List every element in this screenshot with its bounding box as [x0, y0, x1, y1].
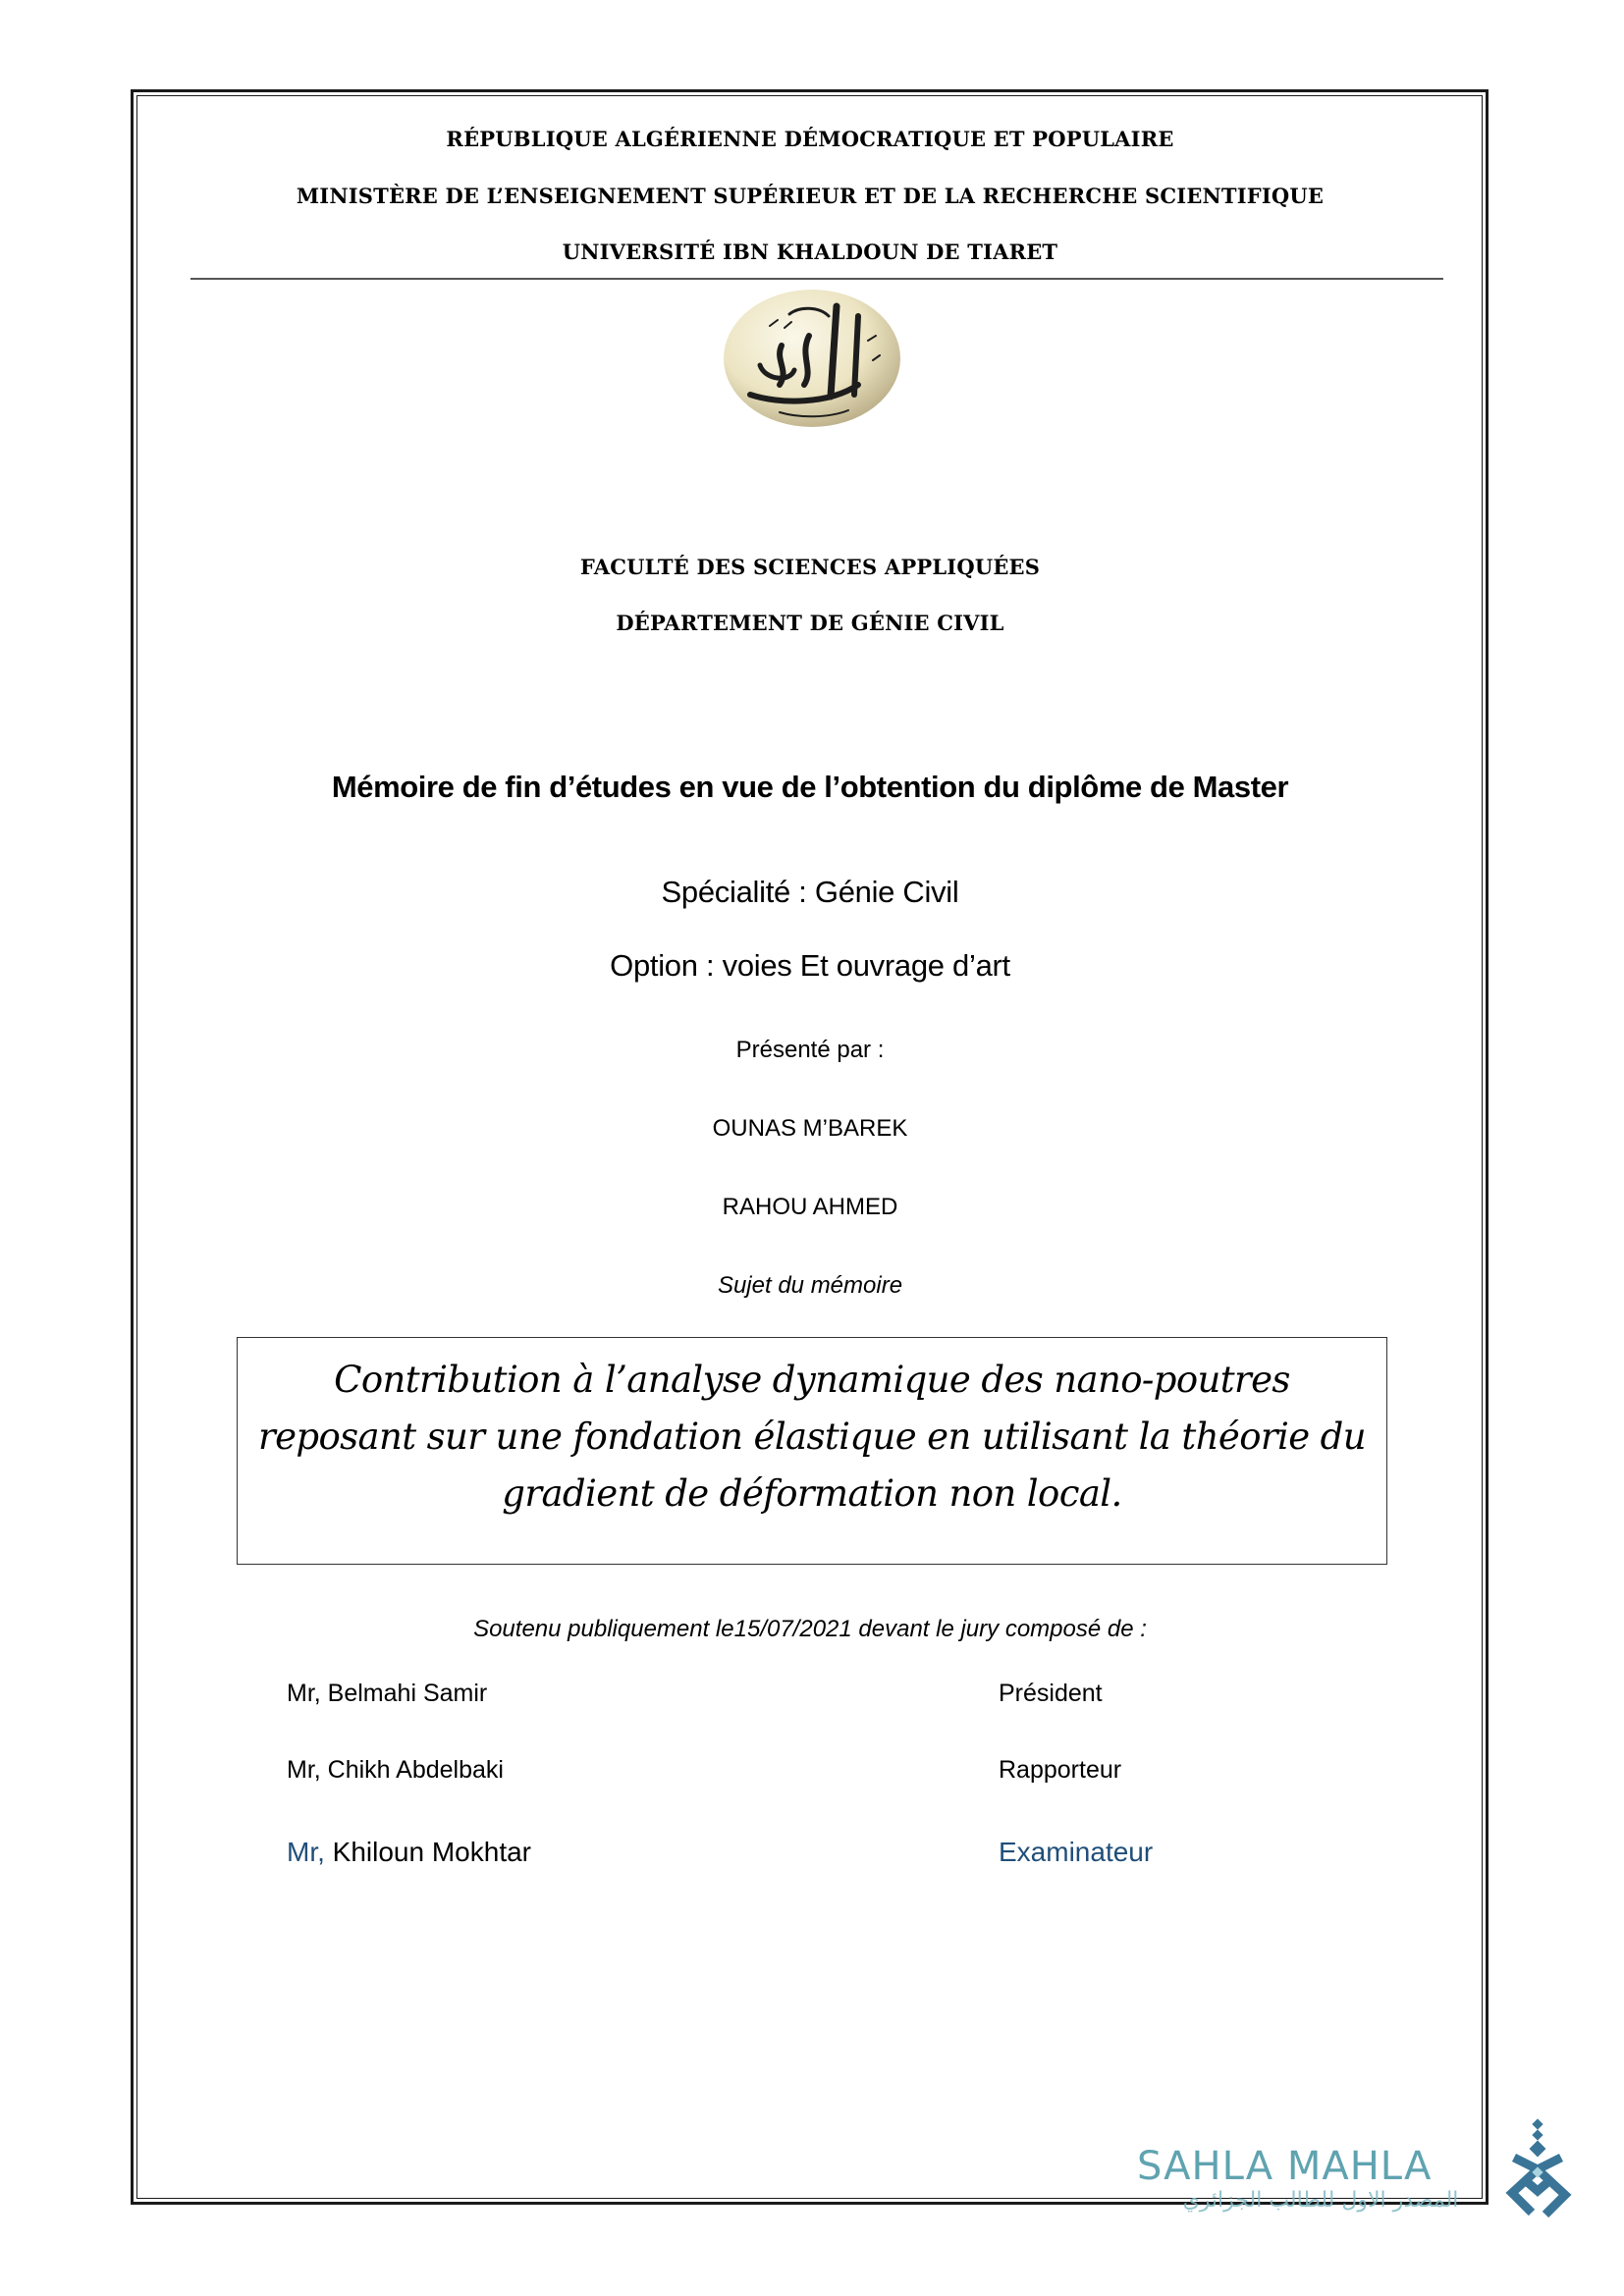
department-heading: DÉPARTEMENT DE GÉNIE CIVIL — [616, 611, 1004, 635]
ministry-heading: MINISTÈRE DE L’ENSEIGNEMENT SUPÉRIEUR ET DE LA RECHERCHE SCIENTIFIQUE — [296, 184, 1325, 208]
author-name: RAHOU AHMED — [722, 1194, 898, 1220]
author-name: OUNAS M’BAREK — [712, 1115, 908, 1142]
subject-box — [237, 1337, 1387, 1565]
jury-name: Khiloun Mokhtar — [332, 1837, 532, 1867]
jury-row — [287, 1676, 1367, 1715]
jury-member-name — [287, 1752, 504, 1788]
jury-role: Président — [999, 1680, 1103, 1707]
option-line: Option : voies Et ouvrage d’art — [610, 948, 1010, 983]
jury-prefix: Mr, — [287, 1680, 321, 1707]
jury-prefix: Mr, — [287, 1756, 321, 1784]
subject-label: Sujet du mémoire — [717, 1272, 903, 1299]
faculty-heading: FACULTÉ DES SCIENCES APPLIQUÉES — [579, 555, 1041, 579]
jury-row — [287, 1835, 1367, 1874]
republic-heading: RÉPUBLIQUE ALGÉRIENNE DÉMOCRATIQUE ET POPULAIRE — [446, 127, 1174, 151]
watermark-brand: SAHLA MAHLA — [1137, 2144, 1433, 2189]
thesis-subject: Contribution à l’analyse dynamique des nano-poutres reposant sur une fondation élastique en utilisant la théorie du gradient de déformation non local. — [257, 1359, 1366, 1515]
speciality-line: Spécialité : Génie Civil — [661, 875, 959, 909]
university-seal-icon — [721, 287, 903, 430]
jury-role: Examinateur — [999, 1837, 1154, 1867]
sahla-mahla-logo-icon — [1502, 2118, 1577, 2218]
thesis-title: Mémoire de fin d’études en vue de l’obtention du diplôme de Master — [331, 770, 1289, 804]
jury-role: Rapporteur — [999, 1756, 1122, 1784]
jury-prefix: Mr, — [287, 1837, 325, 1867]
jury-name: Belmahi Samir — [327, 1680, 488, 1707]
jury-name: Chikh Abdelbaki — [327, 1756, 504, 1784]
university-heading: UNIVERSITÉ IBN KHALDOUN DE TIARET — [562, 240, 1058, 264]
header-divider — [190, 278, 1443, 280]
presented-by-label: Présenté par : — [735, 1037, 885, 1063]
defense-statement: Soutenu publiquement le15/07/2021 devant le jury composé de : — [473, 1616, 1147, 1642]
jury-member-name — [287, 1676, 487, 1711]
jury-member-name — [287, 1835, 531, 1870]
watermark-tagline: المصدر الاول للطالب الجزائري — [1182, 2188, 1459, 2213]
jury-row — [287, 1752, 1367, 1791]
